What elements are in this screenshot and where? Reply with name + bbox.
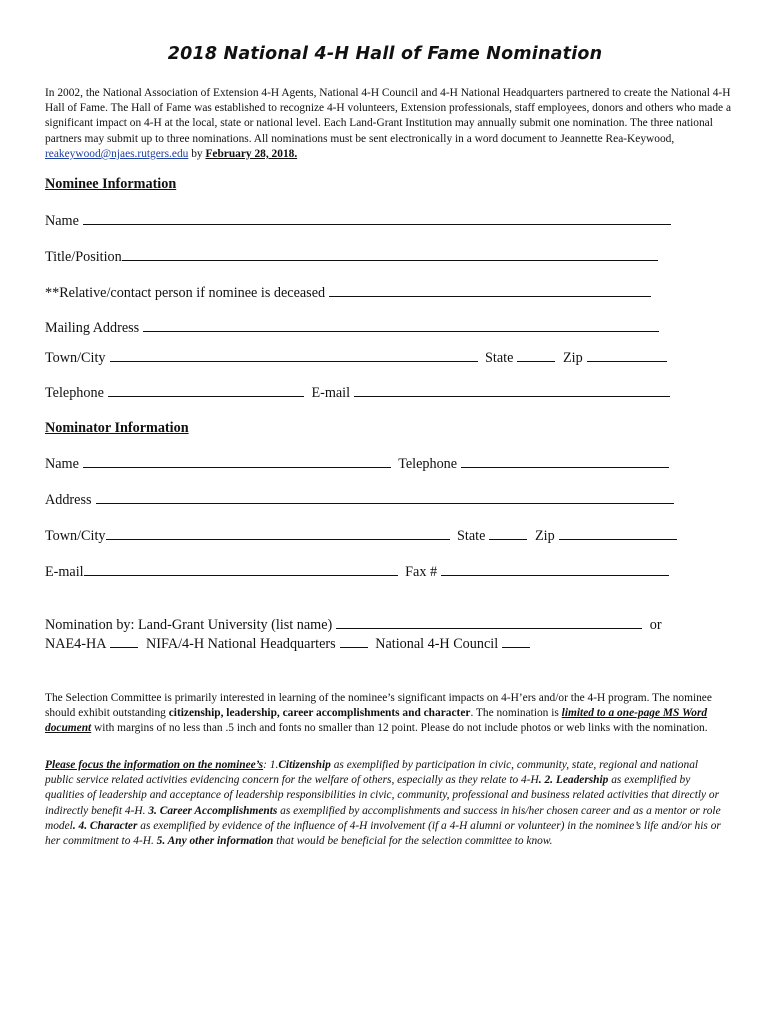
nominator-name-row — [45, 455, 673, 473]
nominator-zip-label: Zip — [534, 528, 555, 544]
nifa-field[interactable] — [340, 635, 368, 648]
focus-leadership: Leadership — [555, 774, 609, 787]
nominator-address-row — [45, 491, 678, 509]
nominee-town-field[interactable] — [110, 349, 478, 362]
nominator-name-field[interactable] — [83, 455, 391, 468]
nominator-town-label: Town/City — [45, 528, 106, 544]
intro-text: In 2002, the National Association of Extension 4-H Agents, National 4-H Council and 4-H National Headquarters partnered to create the National 4-H Hall of Fame. The Hall of Fame was established to recognize 4-H volunteers, Extension professionals, staff employees, donors and others who made a significant impact on 4-H at the local, state or national level. Each Land-Grant Institution may annually submit one nomination. The three national partners may submit up to three nominations. All nominations must be sent electronically in a word document to Jeannette Rea-Keywood, — [45, 87, 732, 145]
nominator-telephone-field[interactable] — [461, 455, 669, 468]
nominee-phone-row — [45, 384, 674, 402]
nominator-email-field[interactable] — [84, 563, 398, 576]
focus-citizenship: Citizenship — [278, 759, 331, 771]
nominee-title-label: Title/Position — [45, 249, 122, 265]
nominator-town-field[interactable] — [106, 527, 450, 540]
selection-text-3: with margins of no less than .5 inch and fonts no smaller than 12 point. Please do not include photos or web links with the nomination. — [91, 722, 708, 735]
focus-text-4: as exemplified by evidence of the influence of 4-H involvement (if a 4-H alumni or volunteer) in the nominee’s life and/or his or her commitment to 4-H. — [45, 819, 721, 848]
page-limit-note: limited to a one-page MS Word document — [45, 707, 708, 735]
focus-colon: : — [263, 759, 270, 771]
nominee-email-field[interactable] — [354, 384, 670, 397]
nominator-town-row — [45, 527, 681, 545]
contact-email-link[interactable]: reakeywood@njaes.rutgers.edu — [45, 147, 189, 160]
nominator-fax-label: Fax # — [405, 564, 438, 580]
council-label: National 4-H Council — [375, 635, 499, 652]
selection-text-2: . The nomination is — [470, 707, 562, 720]
selection-text-1: The Selection Committee is primarily interested in learning of the nominee’s significant impacts on 4-H’ers and/or the 4-H program. The nominee should exhibit outstanding — [45, 692, 712, 720]
focus-number-2: . 2. — [538, 774, 556, 787]
nominee-telephone-field[interactable] — [108, 384, 304, 397]
nominee-title-row — [45, 248, 662, 266]
nominee-name-field[interactable] — [83, 212, 671, 225]
intro-paragraph — [45, 86, 735, 162]
nominee-mailing-label: Mailing Address — [45, 320, 140, 336]
nominee-telephone-label: Telephone — [45, 385, 104, 401]
nominee-relative-label: **Relative/contact person if nominee is deceased — [45, 285, 326, 301]
nomination-by-row2 — [45, 635, 662, 654]
intro-by: by — [188, 147, 206, 160]
focus-text-5: that would be beneficial for the selection committee to know. — [273, 835, 553, 848]
nae4ha-label: NAE4-HA — [45, 635, 107, 652]
nominee-heading: Nominee Information — [45, 176, 177, 192]
nominator-state-label: State — [457, 528, 486, 544]
deadline: February 28, 2018. — [205, 147, 298, 160]
nominee-relative-row — [45, 284, 655, 302]
nominator-telephone-label: Telephone — [398, 456, 458, 472]
nominee-name-row — [45, 212, 675, 230]
focus-character: . 4. Character — [72, 819, 138, 832]
focus-paragraph — [45, 758, 727, 849]
nominee-town-label: Town/City — [45, 350, 106, 366]
nominator-fax-field[interactable] — [441, 563, 669, 576]
nominee-state-field[interactable] — [517, 349, 555, 362]
nominator-state-field[interactable] — [489, 527, 527, 540]
nominator-email-row — [45, 563, 673, 581]
nominee-relative-field[interactable] — [329, 284, 651, 297]
selection-criteria: citizenship, leadership, career accomplishments and character — [168, 707, 471, 720]
nifa-label: NIFA/4-H National Headquarters — [146, 635, 336, 652]
focus-lead: Please focus the information on the nominee’s — [45, 759, 264, 771]
focus-text-1: as exemplified by participation in civic, community, state, regional and national public service related activities evidencing concern for the welfare of others, especially as they relate to 4-H — [45, 759, 699, 787]
nominee-state-label: State — [485, 350, 514, 366]
nomination-by-or: or — [649, 617, 662, 633]
selection-paragraph — [45, 691, 727, 737]
focus-text-3: as exemplified by accomplishments and success in his/her chosen career and as a mentor or role model — [45, 804, 721, 832]
focus-number-1: 1. — [269, 759, 279, 771]
focus-text-2: as exemplified by qualities of leadership and acceptance of leadership responsibilities in civic, community, professional and business related activities that directly or indirectly benefit 4-H. — [45, 774, 720, 817]
nominator-heading: Nominator Information — [45, 420, 189, 436]
nominator-address-label: Address — [45, 492, 92, 508]
nomination-by-row1 — [45, 616, 662, 635]
page-title: 2018 National 4-H Hall of Fame Nomination — [167, 44, 603, 64]
nominator-name-label: Name — [45, 456, 79, 472]
nomination-by-block — [45, 616, 662, 653]
nominee-zip-field[interactable] — [587, 349, 667, 362]
nominee-mailing-field[interactable] — [143, 319, 659, 332]
nomination-by-label: Nomination by: Land-Grant University (list name) — [45, 617, 333, 633]
nominee-email-label: E-mail — [311, 385, 351, 401]
nae4ha-field[interactable] — [110, 635, 138, 648]
focus-career: 3. Career Accomplishments — [148, 804, 278, 817]
nominator-address-field[interactable] — [96, 491, 674, 504]
nominee-town-row — [45, 349, 671, 367]
land-grant-field[interactable] — [336, 616, 642, 629]
nominator-email-label: E-mail — [45, 564, 84, 580]
focus-other: 5. Any other information — [156, 835, 274, 848]
nominee-name-label: Name — [45, 213, 79, 229]
council-field[interactable] — [502, 635, 530, 648]
nominee-title-field[interactable] — [122, 248, 658, 261]
nominator-zip-field[interactable] — [559, 527, 677, 540]
nominee-zip-label: Zip — [562, 350, 583, 366]
nominee-mailing-row — [45, 319, 663, 337]
